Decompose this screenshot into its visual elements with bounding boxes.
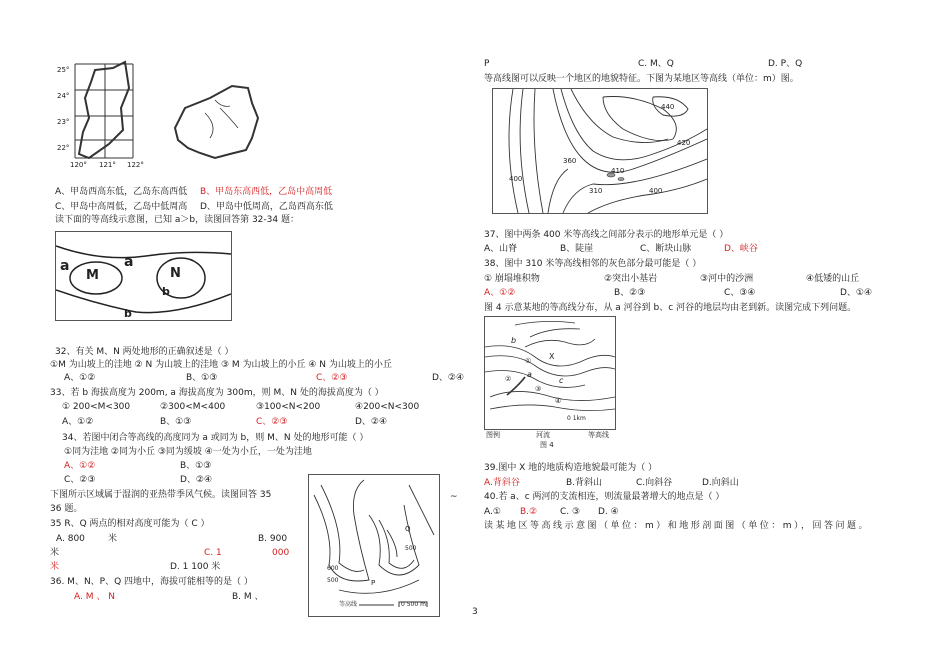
q38-item-3: ③河中的沙洲 xyxy=(700,274,754,284)
fig5-marker-4: ④ xyxy=(555,397,562,405)
fig3-contour-label: 500 xyxy=(405,545,417,552)
q38-option-a: A、①② xyxy=(484,288,516,298)
map1-lat-label: 24° xyxy=(57,92,70,100)
fig5-label-x: X xyxy=(549,352,555,361)
q32-option-d: D、②④ xyxy=(432,373,465,383)
contour-map-440 xyxy=(492,88,708,214)
q34-option-a: A、①② xyxy=(64,461,96,471)
q32-items: ①M 为山坡上的洼地 ② N 为山坡上的洼地 ③ M 为山坡上的小丘 ④ N 为山坡上的小丘 xyxy=(50,360,392,370)
q40-option-c: C. ③ xyxy=(560,507,581,517)
q31-option-b: B、甲岛东高西低，乙岛中高周低 xyxy=(200,187,333,197)
fig4-contour-label: 410 xyxy=(611,167,625,175)
contour-map-pq xyxy=(308,474,440,617)
q37-option-b: B、陡崖 xyxy=(560,244,594,254)
fig3-contour-label: 500 xyxy=(327,577,339,584)
q37-option-c: C、断块山脉 xyxy=(640,244,692,254)
fig3-scale: 0 500 m xyxy=(401,601,426,608)
fig5-label-a: a xyxy=(527,370,532,379)
q37-stem: 37、图中两条 400 米等高线之间部分表示的地形单元是（ ） xyxy=(484,230,729,240)
intro-last: 读某地区等高线示意图（单位：m）和地形剖面图（单位：m），回答问题。 xyxy=(484,521,871,531)
island-grid-map xyxy=(55,58,165,173)
q31-option-c: C、甲岛中高周低，乙岛中低周高 xyxy=(55,202,188,212)
q40-option-d: D. ④ xyxy=(598,507,619,517)
q38-option-c: C、③④ xyxy=(724,288,756,298)
q33-item-1: ① 200<M<300 xyxy=(62,402,131,412)
q34-option-c: C、②③ xyxy=(64,475,96,485)
fig3-legend: 等高线 xyxy=(339,601,358,608)
q36-stem: 36. M、N、P、Q 四地中，海拔可能相等的是（ ） xyxy=(50,577,253,587)
q36-option-b: B. M 、 xyxy=(232,592,264,602)
fig4-contour-label: 440 xyxy=(661,103,675,111)
q40-option-a: A.① xyxy=(484,507,501,517)
fig5-legend: 图例 xyxy=(486,431,500,439)
q34-option-b: B、①③ xyxy=(180,461,212,471)
fig5-scale: 0 1km xyxy=(567,415,586,422)
q33-stem: 33、若 b 海拔高度为 200m, a 海拔高度为 300m，则 M、N 处的海拔高度为（ ） xyxy=(50,388,384,398)
map1-lat-label: 25° xyxy=(57,66,70,74)
tilde-mark: ~ xyxy=(450,492,458,502)
fig2-label-a: a xyxy=(124,254,134,270)
q39-option-a: A.背斜谷 xyxy=(484,478,520,488)
q35-option-a-wrap: 米 xyxy=(50,548,60,558)
q33-item-4: ④200<N<300 xyxy=(355,402,420,412)
q38-stem: 38、图中 310 米等高线相邻的灰色部分最可能是（ ） xyxy=(484,259,702,269)
q33-item-2: ②300<M<400 xyxy=(160,402,226,412)
geology-contour-map xyxy=(484,316,616,450)
fig5-legend-river: 河流 xyxy=(536,431,550,439)
fig5-marker-1: ① xyxy=(525,357,532,365)
q38-item-1: ① 崩塌堆积物 xyxy=(484,274,540,284)
island-outline-map xyxy=(160,78,270,168)
q38-option-b: B、②③ xyxy=(614,288,646,298)
intro-32-34: 读下面的等高线示意图，已知 a＞b，读图回答第 32-34 题： xyxy=(55,215,299,225)
q39-stem: 39.图中 X 地的地质构造地貌最可能为（ ） xyxy=(484,463,658,473)
fig5-caption: 图 4 xyxy=(540,441,554,449)
q40-stem: 40.若 a、c 两河的支流相连，则流量最著增大的地点是（ ） xyxy=(484,492,725,502)
q38-item-4: ④低矮的山丘 xyxy=(806,274,860,284)
map1-lat-label: 22° xyxy=(57,144,70,152)
q37-option-a: A、山脊 xyxy=(484,244,518,254)
q34-items: ①同为洼地 ②同为小丘 ③同为缓坡 ④一处为小丘，一处为洼地 xyxy=(64,447,312,457)
intro-35-36-cont: 36 题。 xyxy=(50,504,83,514)
q35-option-c: C. 1 xyxy=(204,548,222,558)
q32-option-a: A、①② xyxy=(64,373,96,383)
top-option-d: D. P、Q xyxy=(768,59,803,69)
q32-option-c: C、②③ xyxy=(316,373,348,383)
q38-option-d: D、①④ xyxy=(840,288,873,298)
q35-option-a-unit: 米 xyxy=(108,534,118,544)
fig2-label-n: N xyxy=(170,266,181,281)
q33-option-c: C、②③ xyxy=(256,417,288,427)
fig3-point-p: P xyxy=(371,579,376,587)
q32-stem: 32、有关 M、N 两处地形的正确叙述是（ ） xyxy=(55,347,234,357)
q35-option-c-tail: 000 xyxy=(272,548,290,558)
q36-option-a: A. M 、 N xyxy=(74,592,115,602)
q40-option-b: B.② xyxy=(520,507,538,517)
q35-option-a: A. 800 xyxy=(56,534,85,544)
fig4-contour-label: 420 xyxy=(677,139,691,147)
top-p-fragment: P xyxy=(484,59,490,69)
map1-lat-label: 23° xyxy=(57,118,70,126)
q38-item-2: ②突出小基岩 xyxy=(604,274,658,284)
fig2-label-b: b xyxy=(162,285,170,298)
map1-lon-label: 121° xyxy=(99,161,116,169)
fig3-point-q: Q xyxy=(405,525,411,533)
fig4-contour-label: 360 xyxy=(563,157,577,165)
q39-option-c: C.向斜谷 xyxy=(636,478,673,488)
map1-lon-label: 120° xyxy=(70,161,87,169)
q34-stem: 34、若图中闭合等高线的高度同为 a 或同为 b，则 M、N 处的地形可能（ ） xyxy=(62,433,369,443)
fig2-label-m: M xyxy=(86,268,99,283)
q35-option-b: B. 900 xyxy=(258,534,288,544)
page-number: 3 xyxy=(472,607,478,617)
q39-option-d: D.向斜山 xyxy=(702,478,739,488)
q31-option-a: A、甲岛西高东低，乙岛东高西低 xyxy=(55,187,188,197)
q35-option-c-wrap: 米 xyxy=(50,562,60,572)
q33-option-a: A、①② xyxy=(62,417,94,427)
intro-39-40: 图 4 示意某地的等高线分布，从 a 河谷到 b、c 河谷的地层均由老到新。读图完成下列问题。 xyxy=(484,303,857,313)
intro-37-38: 等高线图可以反映一个地区的地貌特征。下图为某地区等高线（单位：m）图。 xyxy=(484,74,799,84)
q37-option-d: D、峡谷 xyxy=(724,244,758,254)
fig4-contour-label: 400 xyxy=(649,187,663,195)
contour-schematic-mn xyxy=(55,231,232,321)
q39-option-b: B.背斜山 xyxy=(566,478,603,488)
fig5-label-b: b xyxy=(511,336,517,345)
fig5-marker-2: ② xyxy=(505,375,512,383)
map1-lon-label: 122° xyxy=(127,161,144,169)
intro-35-36: 下图所示区域属于湿润的亚热带季风气候。读图回答 35 xyxy=(50,490,272,500)
fig4-contour-label: 310 xyxy=(589,187,603,195)
q33-item-3: ③100<N<200 xyxy=(256,402,321,412)
fig5-legend-contour: 等高线 xyxy=(588,431,609,439)
q33-option-b: B、①③ xyxy=(160,417,192,427)
fig5-label-c: c xyxy=(559,376,564,385)
top-option-c: C. M、Q xyxy=(638,59,674,69)
fig4-contour-label: 400 xyxy=(509,175,523,183)
q34-option-d: D、②④ xyxy=(180,475,213,485)
fig2-label-b: b xyxy=(124,307,132,320)
fig3-contour-label: 600 xyxy=(327,565,339,572)
q32-option-b: B、①③ xyxy=(186,373,218,383)
fig2-label-a: a xyxy=(60,258,70,274)
q31-option-d: D、甲岛中低周高，乙岛西高东低 xyxy=(200,202,333,212)
q35-stem: 35 R、Q 两点的相对高度可能为（ C ） xyxy=(50,519,210,529)
fig5-marker-3: ③ xyxy=(535,385,542,393)
q35-option-d: D. 1 100 米 xyxy=(170,562,221,572)
q33-option-d: D、②④ xyxy=(355,417,388,427)
